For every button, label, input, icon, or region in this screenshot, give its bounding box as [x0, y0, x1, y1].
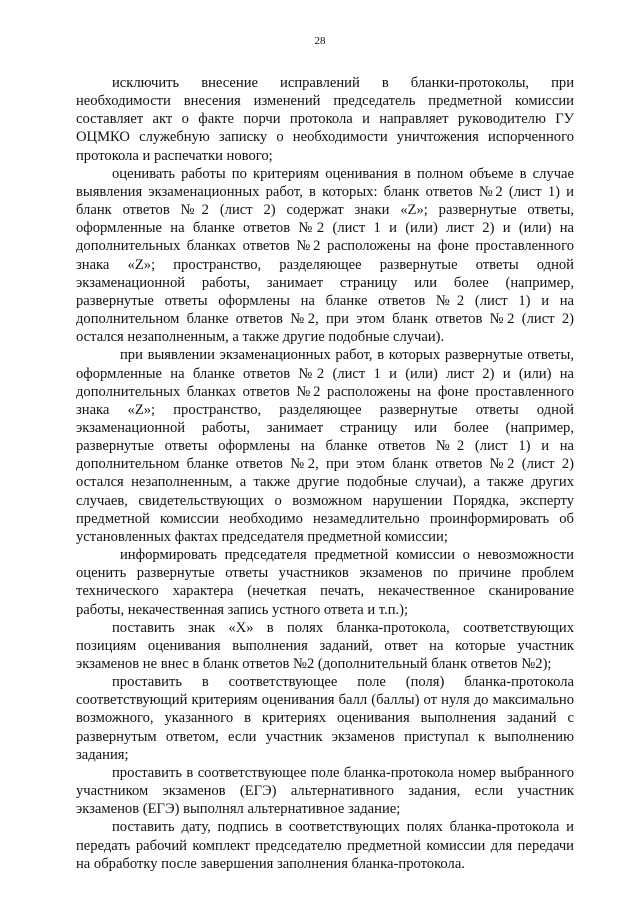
- paragraph: поставить дату, подпись в соответствующих полях бланка-протокола и передать рабочий комплект председателю предметной комиссии для передачи на обработку после завершения заполнения бланка-протокола.: [76, 819, 574, 872]
- paragraph: оценивать работы по критериям оценивания в полном объеме в случае выявления экзаменационных работ, в которых: бланк ответов №2 (лист 1) и бланк ответов №2 (лист 2) содержат знаки «Z»; развернутые ответы, оформленные на бланке ответов №2 (лист 1 и (или) лист 2) и (или) на дополнительных бланках ответов №2 расположены на фоне проставленного знака «Z»; пространство, разделяющее развернутые ответы одной экзаменационной работы, занимает страницу или более (например, развернутые ответы оформлены на бланке ответов №2 (лист 1) и на дополнительном бланке ответов №2, при этом бланк ответов №2 (лист 2) остался незаполненным, а также другие подобные случаи).: [76, 165, 574, 346]
- paragraph: при выявлении экзаменационных работ, в которых развернутые ответы, оформленные на бланке ответов №2 (лист 1 и (или) лист 2) и (или) на дополнительных бланках ответов №2 расположены на фоне проставленного знака «Z»; пространство, разделяющее развернутые ответы одной экзаменационной работы, занимает страницу или более (например, развернутые ответы оформлены на бланке ответов №2 (лист 1) и на дополнительном бланке ответов №2, при этом бланк ответов №2 (лист 2) остался незаполненным, а также другие подобные случаи), а также других случаев, свидетельствующих о возможном нарушении Порядка, эксперту предметной комиссии необходимо незамедлительно проинформировать об установленных фактах председателя предметной комиссии;: [76, 347, 574, 545]
- paragraph: поставить знак «X» в полях бланка-протокола, соответствующих позициям оценивания выполнения заданий, ответ на которые участник экзаменов не внес в бланк ответов №2 (дополнительный бланк ответов №2);: [76, 619, 574, 672]
- paragraph: проставить в соответствующее поле бланка-протокола номер выбранного участником экзаменов (ЕГЭ) альтернативного задания, если участник экзаменов (ЕГЭ) выполнял альтернативное задание;: [76, 764, 574, 818]
- paragraph: информировать председателя предметной комиссии о невозможности оценить развернутые ответы участников экзаменов по причине проблем технического характера (нечеткая печать, некачественное сканирование работы, некачественная запись устного ответа и т.п.);: [76, 547, 574, 618]
- paragraph: исключить внесение исправлений в бланки-протоколы, при необходимости внесения изменений председатель предметной комиссии составляет акт о факте порчи протокола и направляет руководителю ГУ ОЦМКО служебную записку о необходимости уничтожения испорченного протокола и распечатки нового;: [76, 75, 574, 164]
- document-body: [76, 74, 574, 873]
- paragraph: проставить в соответствующее поле (поля) бланка-протокола соответствующий критериям оценивания балл (баллы) от нуля до максимально возможного, указанного в критериях оценивания выполнения заданий с развернутым ответом, если участник экзаменов приступал к выполнению задания;: [76, 674, 574, 763]
- page-number: 28: [314, 35, 326, 47]
